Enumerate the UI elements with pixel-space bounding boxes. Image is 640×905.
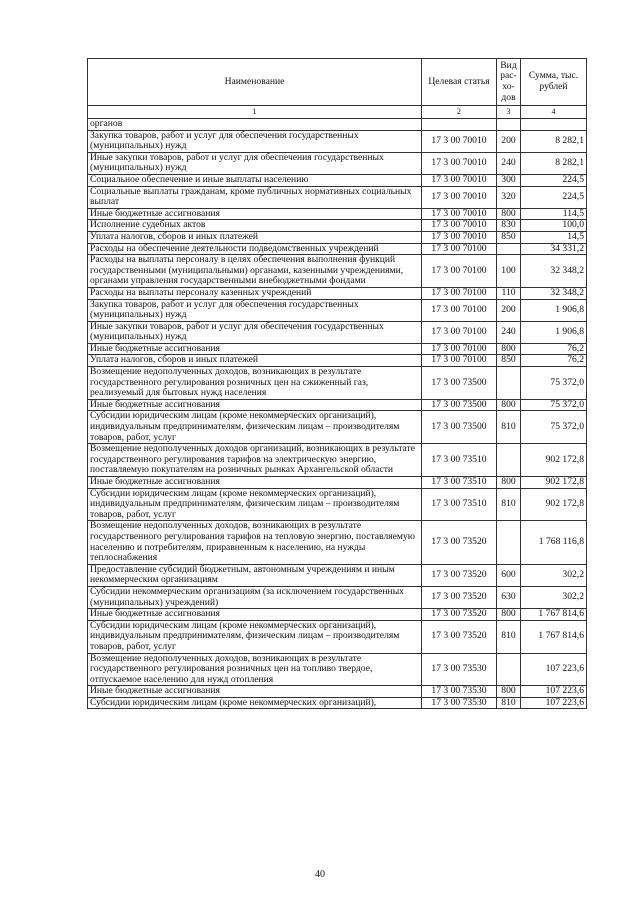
table-row	[88, 355, 587, 367]
row-name: Иные бюджетные ассигнования	[88, 208, 422, 220]
row-name: органов	[88, 119, 422, 131]
row-sum: 107 223,6	[521, 697, 587, 709]
row-sum: 302,2	[521, 586, 587, 608]
row-code: 17 3 00 73520	[422, 620, 497, 653]
row-sum: 902 172,8	[521, 477, 587, 489]
row-name: Исполнение судебных актов	[88, 220, 422, 232]
row-code: 17 3 00 70100	[422, 287, 497, 299]
row-name: Предоставление субсидий бюджетным, автономным учреждениям и иным некоммерческим организациям	[88, 564, 422, 586]
row-type: 850	[497, 231, 521, 243]
row-code: 17 3 00 73530	[422, 686, 497, 698]
table-row	[88, 686, 587, 698]
table-row	[88, 521, 587, 564]
row-type: 240	[497, 152, 521, 174]
row-code: 17 3 00 73510	[422, 477, 497, 489]
row-sum: 302,2	[521, 564, 587, 586]
row-code: 17 3 00 73520	[422, 586, 497, 608]
table-row	[88, 586, 587, 608]
row-type	[497, 243, 521, 255]
row-sum: 1 767 814,6	[521, 609, 587, 621]
table-row	[88, 411, 587, 444]
row-type	[497, 521, 521, 564]
row-type: 600	[497, 564, 521, 586]
row-code: 17 3 00 73510	[422, 488, 497, 521]
row-type: 240	[497, 321, 521, 343]
header-sum: Сумма, тыс. рублей	[521, 59, 587, 106]
row-type: 100	[497, 255, 521, 288]
table-row	[88, 620, 587, 653]
row-sum: 100,0	[521, 220, 587, 232]
row-type: 110	[497, 287, 521, 299]
row-sum: 107 223,6	[521, 686, 587, 698]
row-code: 17 3 00 70100	[422, 299, 497, 321]
row-sum: 1 768 116,8	[521, 521, 587, 564]
page-number: 40	[315, 869, 325, 880]
table-row	[88, 152, 587, 174]
row-sum: 224,5	[521, 174, 587, 186]
header-code: Целевая статья	[422, 59, 497, 106]
row-type: 810	[497, 697, 521, 709]
row-code: 17 3 00 73500	[422, 411, 497, 444]
budget-table	[87, 58, 587, 709]
row-type: 800	[497, 399, 521, 411]
row-name: Возмещение недополученных доходов, возникающих в результате государственного регулирования тарифов на тепловую энергию, поставляемую населению и потребителям, приравненным к населению, на нужды теплоснабжения	[88, 521, 422, 564]
table-row	[88, 299, 587, 321]
row-name: Иные закупки товаров, работ и услуг для обеспечения государственных (муниципальных) нужд	[88, 321, 422, 343]
row-name: Иные бюджетные ассигнования	[88, 343, 422, 355]
row-name: Субсидии некоммерческим организациям (за исключением государственных (муниципальных) учреждений)	[88, 586, 422, 608]
table-row	[88, 697, 587, 709]
row-code: 17 3 00 70010	[422, 174, 497, 186]
row-code: 17 3 00 70100	[422, 355, 497, 367]
row-name: Иные бюджетные ассигнования	[88, 609, 422, 621]
row-sum: 75 372,0	[521, 399, 587, 411]
row-name: Возмещение недополученных доходов, возникающих в результате государственного регулирования розничных цен на топливо твердое, отпускаемое населению для нужд отопления	[88, 653, 422, 686]
row-code: 17 3 00 73500	[422, 367, 497, 400]
table-row	[88, 564, 587, 586]
column-number: 4	[521, 106, 587, 119]
row-sum: 107 223,6	[521, 653, 587, 686]
row-code: 17 3 00 70010	[422, 220, 497, 232]
row-type	[497, 444, 521, 477]
row-type: 320	[497, 186, 521, 208]
row-type: 800	[497, 686, 521, 698]
row-name: Субсидии юридическим лицам (кроме некоммерческих организаций), индивидуальным предпринимателям, физическим лицам – производителям товаров, работ, услуг	[88, 620, 422, 653]
row-type: 800	[497, 609, 521, 621]
table-row	[88, 287, 587, 299]
row-sum: 76,2	[521, 343, 587, 355]
row-code: 17 3 00 73530	[422, 697, 497, 709]
column-number-row	[88, 106, 587, 119]
row-type	[497, 367, 521, 400]
row-name: Социальные выплаты гражданам, кроме публичных нормативных социальных выплат	[88, 186, 422, 208]
row-sum: 8 282,1	[521, 130, 587, 152]
table-row	[88, 399, 587, 411]
row-name: Расходы на выплаты персоналу казенных учреждений	[88, 287, 422, 299]
row-sum: 902 172,8	[521, 444, 587, 477]
row-code: 17 3 00 70100	[422, 321, 497, 343]
table-row	[88, 220, 587, 232]
row-code	[422, 119, 497, 131]
column-number: 3	[497, 106, 521, 119]
row-code: 17 3 00 73520	[422, 564, 497, 586]
row-code: 17 3 00 73500	[422, 399, 497, 411]
row-name: Расходы на выплаты персоналу в целях обеспечения выполнения функций государственными (муниципальными) органами, казенными учреждениями, органами управления государственными внебюджетными фондами	[88, 255, 422, 288]
table-row	[88, 609, 587, 621]
row-code: 17 3 00 73520	[422, 609, 497, 621]
table-row	[88, 321, 587, 343]
row-code: 17 3 00 70010	[422, 152, 497, 174]
row-type	[497, 119, 521, 131]
row-sum: 1 767 814,6	[521, 620, 587, 653]
row-name: Иные бюджетные ассигнования	[88, 477, 422, 489]
row-type: 810	[497, 620, 521, 653]
table-row	[88, 255, 587, 288]
table-row	[88, 488, 587, 521]
table-row	[88, 231, 587, 243]
row-sum: 76,2	[521, 355, 587, 367]
row-sum: 1 906,8	[521, 321, 587, 343]
row-sum: 75 372,0	[521, 367, 587, 400]
row-code: 17 3 00 70100	[422, 243, 497, 255]
table-row	[88, 119, 587, 131]
row-sum: 902 172,8	[521, 488, 587, 521]
table-header-row	[88, 59, 587, 106]
row-name: Расходы на обеспечение деятельности подведомственных учреждений	[88, 243, 422, 255]
row-type: 810	[497, 411, 521, 444]
row-sum: 75 372,0	[521, 411, 587, 444]
row-name: Субсидии юридическим лицам (кроме некоммерческих организаций), индивидуальным предпринимателям, физическим лицам – производителям товаров, работ, услуг	[88, 488, 422, 521]
row-type: 800	[497, 208, 521, 220]
row-sum: 224,5	[521, 186, 587, 208]
row-type: 830	[497, 220, 521, 232]
row-name: Закупка товаров, работ и услуг для обеспечения государственных (муниципальных) нужд	[88, 130, 422, 152]
column-number: 1	[88, 106, 422, 119]
row-code: 17 3 00 73530	[422, 653, 497, 686]
header-type: Вид рас-хо-дов	[497, 59, 521, 106]
table-row	[88, 130, 587, 152]
row-code: 17 3 00 70010	[422, 208, 497, 220]
row-name: Иные закупки товаров, работ и услуг для обеспечения государственных (муниципальных) нужд	[88, 152, 422, 174]
row-sum	[521, 119, 587, 131]
row-code: 17 3 00 73510	[422, 444, 497, 477]
row-code: 17 3 00 70100	[422, 255, 497, 288]
row-code: 17 3 00 70010	[422, 186, 497, 208]
row-sum: 114,5	[521, 208, 587, 220]
row-sum: 14,5	[521, 231, 587, 243]
row-sum: 8 282,1	[521, 152, 587, 174]
table-row	[88, 477, 587, 489]
row-type: 200	[497, 299, 521, 321]
row-name: Субсидии юридическим лицам (кроме некоммерческих организаций), индивидуальным предпринимателям, физическим лицам – производителям товаров, работ, услуг	[88, 411, 422, 444]
row-name: Иные бюджетные ассигнования	[88, 399, 422, 411]
row-sum: 1 906,8	[521, 299, 587, 321]
table-row	[88, 367, 587, 400]
row-code: 17 3 00 70010	[422, 130, 497, 152]
table-row	[88, 653, 587, 686]
row-sum: 32 348,2	[521, 287, 587, 299]
row-code: 17 3 00 70100	[422, 343, 497, 355]
row-type: 200	[497, 130, 521, 152]
table-body	[88, 119, 587, 709]
row-type: 800	[497, 343, 521, 355]
row-name: Уплата налогов, сборов и иных платежей	[88, 355, 422, 367]
row-name: Закупка товаров, работ и услуг для обеспечения государственных (муниципальных) нужд	[88, 299, 422, 321]
row-code: 17 3 00 70010	[422, 231, 497, 243]
row-type: 300	[497, 174, 521, 186]
row-name: Уплата налогов, сборов и иных платежей	[88, 231, 422, 243]
table-row	[88, 174, 587, 186]
table-row	[88, 343, 587, 355]
row-type: 810	[497, 488, 521, 521]
table-row	[88, 243, 587, 255]
row-name: Иные бюджетные ассигнования	[88, 686, 422, 698]
row-name: Возмещение недополученных доходов организаций, возникающих в результате государственного регулирования тарифов на электрическую энергию, поставляемую покупателям на розничных рынках Архангельской области	[88, 444, 422, 477]
header-name: Наименование	[88, 59, 422, 106]
table-row	[88, 186, 587, 208]
row-name: Социальное обеспечение и иные выплаты населению	[88, 174, 422, 186]
table-row	[88, 444, 587, 477]
column-number: 2	[422, 106, 497, 119]
row-type: 800	[497, 477, 521, 489]
row-type	[497, 653, 521, 686]
row-code: 17 3 00 73520	[422, 521, 497, 564]
row-type: 630	[497, 586, 521, 608]
row-name: Возмещение недополученных доходов, возникающих в результате государственного регулирования розничных цен на сжиженный газ, реализуемый для бытовых нужд населения	[88, 367, 422, 400]
row-name: Субсидии юридическим лицам (кроме некоммерческих организаций),	[88, 697, 422, 709]
table-row	[88, 208, 587, 220]
row-sum: 32 348,2	[521, 255, 587, 288]
row-sum: 34 331,2	[521, 243, 587, 255]
row-type: 850	[497, 355, 521, 367]
